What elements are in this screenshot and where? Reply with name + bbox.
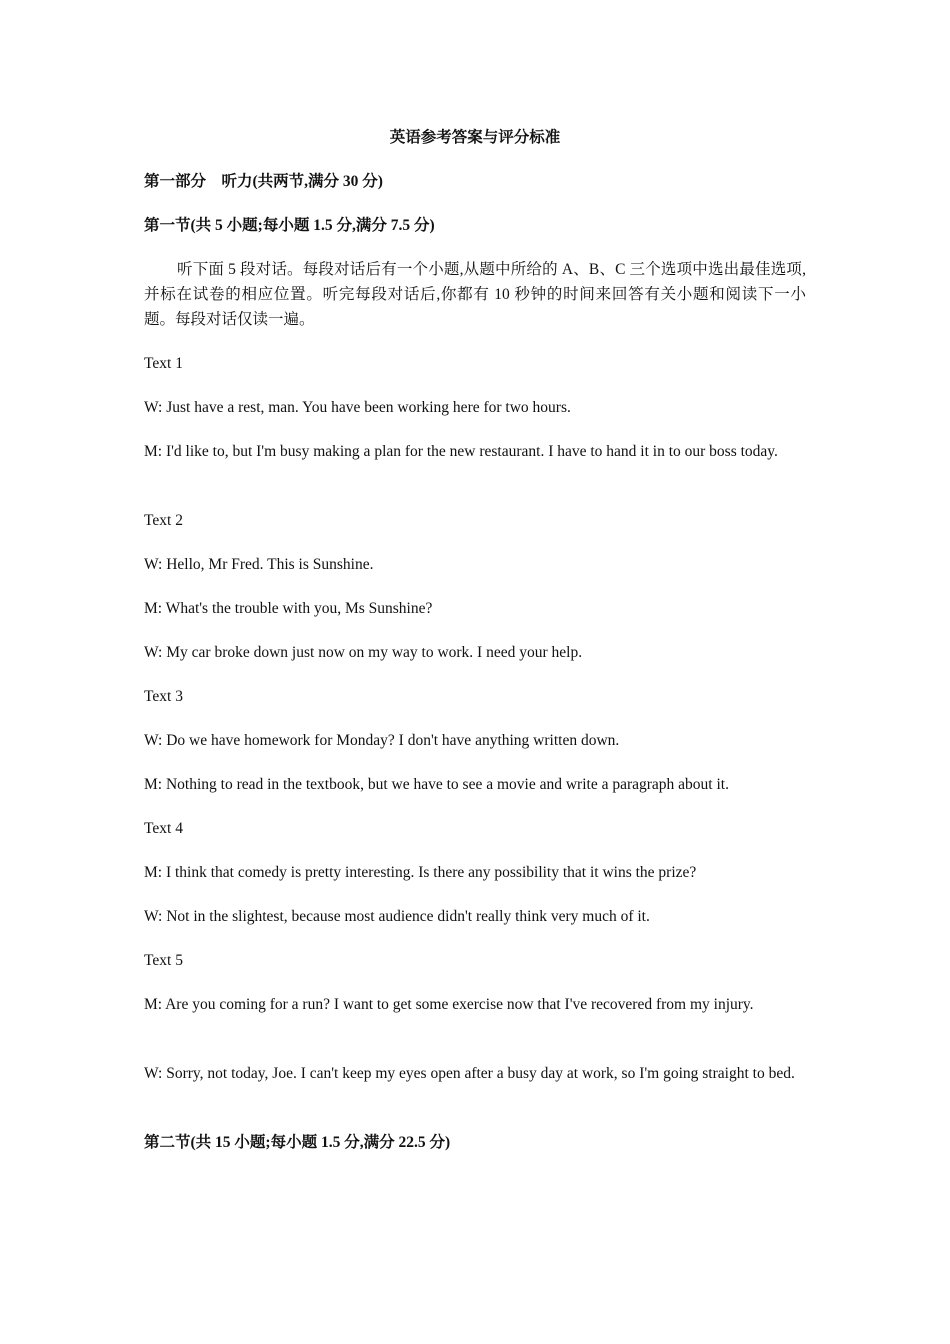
instructions-paragraph: 听下面 5 段对话。每段对话后有一个小题,从题中所给的 A、B、C 三个选项中选出最佳选项,并标在试卷的相应位置。听完每段对话后,你都有 10 秒钟的时间来回答有关小题和阅读下一小题。每段对话仅读一遍。: [144, 261, 806, 328]
text-5-line-2: W: Sorry, not today, Joe. I can't keep my eyes open after a busy day at work, so I'm going straight to bed.: [144, 1065, 795, 1082]
text-2-line-1: W: Hello, Mr Fred. This is Sunshine.: [144, 556, 374, 573]
text-3-line-2: M: Nothing to read in the textbook, but we have to see a movie and write a paragraph about it.: [144, 776, 729, 793]
section2-heading: 第二节(共 15 小题;每小题 1.5 分,满分 22.5 分): [144, 1134, 451, 1151]
text-5-label: Text 5: [144, 952, 183, 969]
text-2-label: Text 2: [144, 512, 183, 529]
text-1-line-2: M: I'd like to, but I'm busy making a plan for the new restaurant. I have to hand it in to our boss today.: [144, 443, 778, 460]
text-4-label: Text 4: [144, 820, 183, 837]
text-1-label: Text 1: [144, 355, 183, 372]
part1-heading: 第一部分 听力(共两节,满分 30 分): [144, 173, 383, 190]
text-3-label: Text 3: [144, 688, 183, 705]
section1-heading: 第一节(共 5 小题;每小题 1.5 分,满分 7.5 分): [144, 217, 435, 234]
text-5-line-1: M: Are you coming for a run? I want to get some exercise now that I've recovered from my injury.: [144, 996, 754, 1013]
document-title: 英语参考答案与评分标准: [389, 129, 561, 146]
text-2-line-3: W: My car broke down just now on my way to work. I need your help.: [144, 644, 583, 661]
text-4-line-1: M: I think that comedy is pretty interesting. Is there any possibility that it wins the prize?: [144, 864, 697, 881]
text-4-line-2: W: Not in the slightest, because most audience didn't really think very much of it.: [144, 908, 650, 925]
text-1-line-1: W: Just have a rest, man. You have been working here for two hours.: [144, 399, 571, 416]
text-2-line-2: M: What's the trouble with you, Ms Sunshine?: [144, 600, 433, 617]
text-3-line-1: W: Do we have homework for Monday? I don't have anything written down.: [144, 732, 620, 749]
